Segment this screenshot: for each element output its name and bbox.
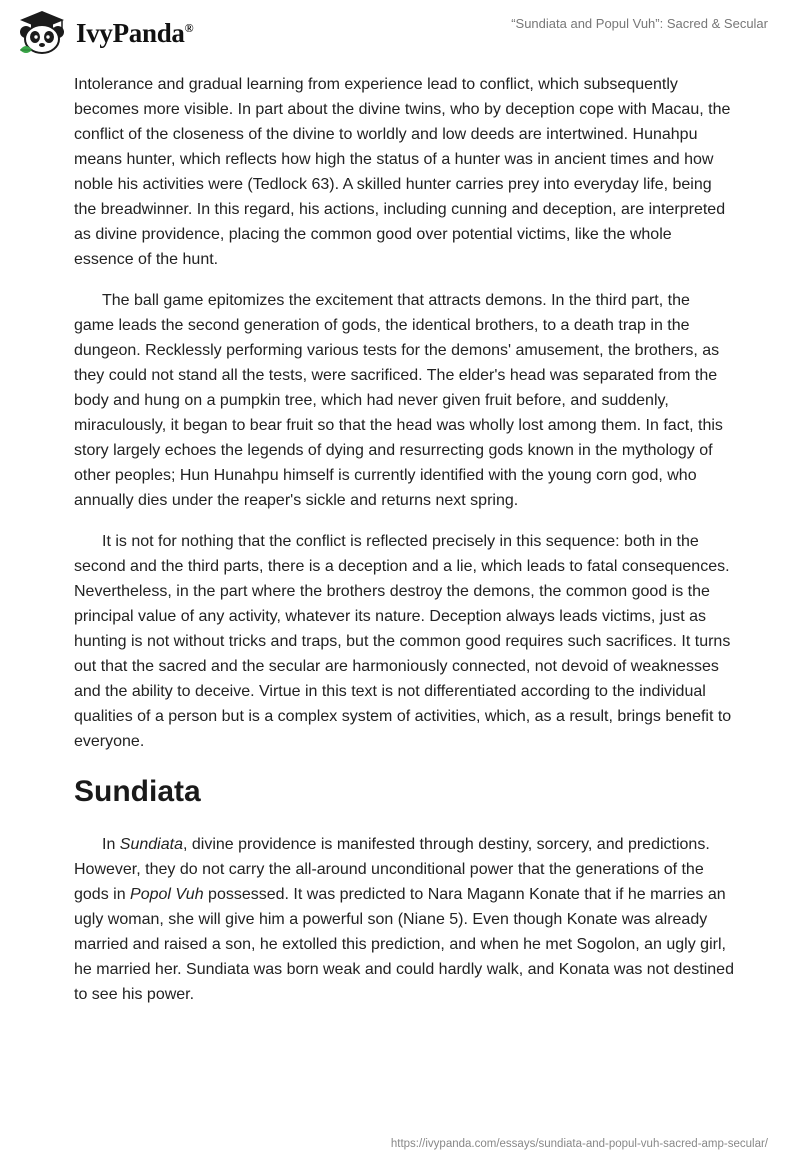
paragraph-2: The ball game epitomizes the excitement that attracts demons. In the third part, the game leads the second generation of gods, the identical brothers, to a death trap in the dungeon. Recklessly performing various tests for the demons' amusement, the brothers, as they could not stand all the tests, were sacrificed. The elder's head was separated from the body and hung on a pumpkin tree, which had never given fruit before, and suddenly, miraculously, it began to bear fruit so that the head was wholly lost among them. In fact, this story largely echoes the legends of dying and resurrecting gods known in the mythology of other peoples; Hun Hunahpu himself is currently identified with the young corn god, who annually dies under the reaper's sickle and returns next spring. (74, 292, 723, 509)
panda-graduate-icon (16, 8, 68, 58)
page-header (0, 0, 800, 66)
source-url[interactable]: https://ivypanda.com/essays/sundiata-and-popul-vuh-sacred-amp-secular/ (390, 1138, 768, 1150)
section-heading-sundiata: Sundiata (74, 775, 201, 808)
title-sundiata: Sundiata (119, 836, 183, 853)
paragraph-1: Intolerance and gradual learning from experience lead to conflict, which subsequently becomes more visible. In part about the divine twins, who by deception cope with Macau, the conflict of the closeness of the divine to worldly and low deeds are intertwined. Hunahpu means hunter, which reflects how high the status of a hunter was in ancient times and how noble his activities were (Tedlock 63). A skilled hunter carries prey into everyday life, being the breadwinner. In this regard, his actions, including cunning and deception, are interpreted as divine providence, placing the common good over potential victims, like the whole essence of the hunt. (74, 76, 731, 268)
ivypanda-logo[interactable] (16, 8, 193, 58)
essay-body (74, 72, 734, 1023)
document-title: “Sundiata and Popul Vuh”: Sacred & Secular (511, 16, 768, 31)
title-popol-vuh: Popol Vuh (130, 886, 204, 903)
paragraph-4: In Sundiata, divine providence is manifested through destiny, sorcery, and predictions. However, they do not carry the all-around unconditional power that the generations of the gods in Popol Vuh possessed. It was predicted to Nara Magann Konate that if he marries an ugly woman, she will give him a powerful son (Niane 5). Even though Konate was already married and raised a son, he extolled this prediction, and when he met Sogolon, an ugly girl, he married her. Sundiata was born weak and could hardly walk, and Konata was not destined to see his power. (74, 836, 734, 1003)
brand-name: IvyPanda® (76, 17, 194, 48)
paragraph-3: It is not for nothing that the conflict is reflected precisely in this sequence: both in the second and the third parts, there is a deception and a lie, which leads to fatal consequences. Nevertheless, in the part where the brothers destroy the demons, the common good is the principal value of any activity, whatever its nature. Deception always leads victims, just as hunting is not without tricks and traps, but the common good requires such sacrifices. It turns out that the sacred and the secular are harmoniously connected, not devoid of weaknesses and the ability to deceive. Virtue in this text is not differentiated according to the individual qualities of a person but is a complex system of activities, which, as a result, brings benefit to everyone. (74, 533, 732, 750)
registered-mark: ® (184, 20, 194, 35)
